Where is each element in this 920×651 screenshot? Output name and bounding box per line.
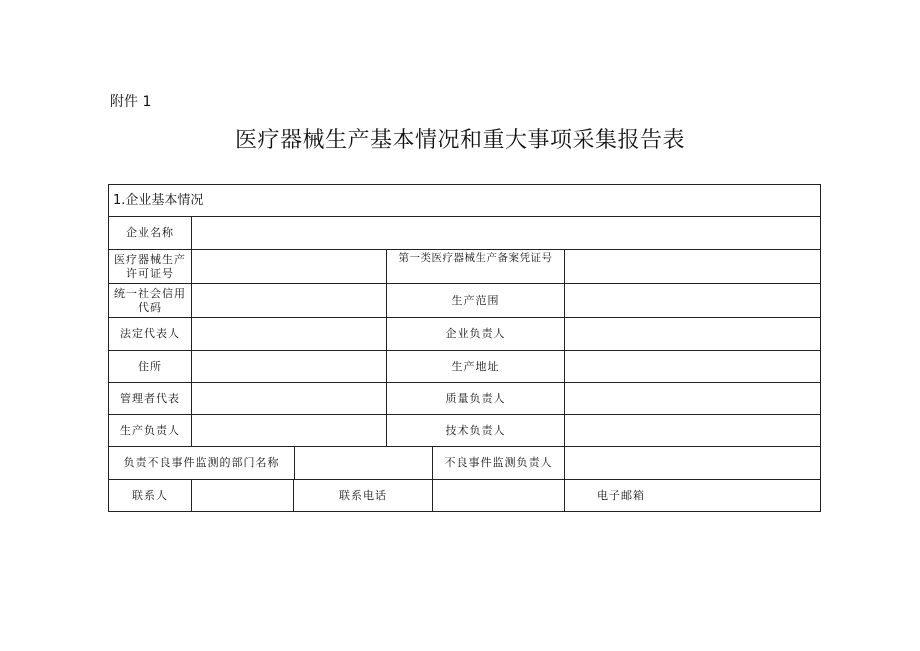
technical-head-label: 技术负责人 xyxy=(445,423,506,437)
phone-label: 联系电话 xyxy=(339,488,387,502)
form-title: 医疗器械生产基本情况和重大事项采集报告表 xyxy=(234,128,685,153)
company-head-label: 企业负责人 xyxy=(445,327,506,340)
production-address-field[interactable] xyxy=(565,351,820,382)
production-license-field[interactable] xyxy=(192,250,386,283)
email-field[interactable] xyxy=(678,480,820,511)
quality-head-field[interactable] xyxy=(565,383,820,414)
technical-head-field[interactable] xyxy=(565,415,820,446)
production-head-field[interactable] xyxy=(192,415,386,446)
class1-filing-label: 第一类医疗器械生产备案凭证号 xyxy=(398,252,553,264)
production-license-label xyxy=(109,250,191,283)
production-address-label: 生产地址 xyxy=(451,359,500,373)
residence-label: 住所 xyxy=(138,359,162,373)
credit-code-label xyxy=(109,284,191,317)
production-license-label-text: 医疗器械生产 许可证号 xyxy=(114,252,186,280)
adverse-dept-field[interactable] xyxy=(295,447,432,479)
contact-field[interactable] xyxy=(192,480,293,511)
legal-rep-field[interactable] xyxy=(192,318,386,350)
production-scope-label: 生产范围 xyxy=(451,293,500,307)
section-header: 1.企业基本情况 xyxy=(113,192,204,208)
company-name-field[interactable] xyxy=(192,217,820,249)
adverse-head-field[interactable] xyxy=(565,447,820,479)
credit-code-field[interactable] xyxy=(192,284,386,317)
email-label: 电子邮箱 xyxy=(597,488,645,502)
class1-filing-field[interactable] xyxy=(565,250,820,283)
management-rep-field[interactable] xyxy=(192,383,386,414)
quality-head-label: 质量负责人 xyxy=(445,391,506,405)
credit-code-label-text: 统一社会信用 代码 xyxy=(114,286,186,314)
adverse-dept-label: 负责不良事件监测的部门名称 xyxy=(123,456,280,469)
attachment-label: 附件 1 xyxy=(110,94,152,110)
contact-label: 联系人 xyxy=(132,488,168,502)
company-name-label: 企业名称 xyxy=(126,226,174,239)
phone-field[interactable] xyxy=(433,480,564,511)
legal-rep-label: 法定代表人 xyxy=(120,327,180,340)
residence-field[interactable] xyxy=(192,351,386,382)
company-head-field[interactable] xyxy=(565,318,820,350)
production-head-label: 生产负责人 xyxy=(120,423,180,437)
management-rep-label: 管理者代表 xyxy=(120,391,180,405)
adverse-head-label: 不良事件监测负责人 xyxy=(444,456,553,469)
production-scope-field[interactable] xyxy=(565,284,820,317)
